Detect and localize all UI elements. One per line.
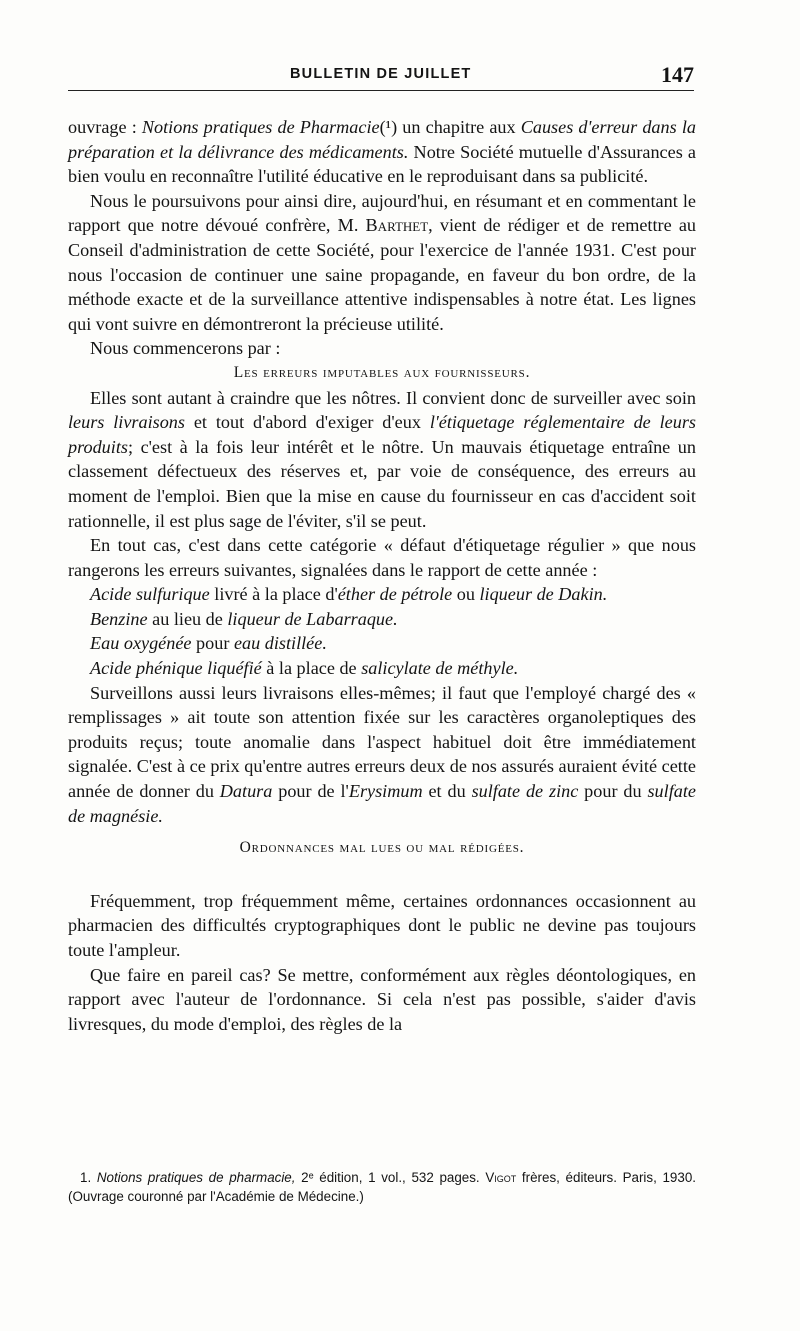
list-item	[68, 656, 696, 681]
text-span: pour de l'	[272, 781, 349, 802]
product-name: liqueur de Dakin.	[479, 584, 608, 605]
chapter-title: Causes d'erreur dans la préparation et la délivrance des médicaments.	[68, 117, 696, 162]
list-item	[68, 631, 696, 656]
text-span: livré à la place d'	[209, 584, 338, 605]
paragraph-surveillons	[68, 681, 696, 829]
text-span: ouvrage :	[68, 117, 142, 137]
text-span: et tout d'abord d'exiger d'eux	[184, 412, 430, 433]
section-heading-ordonnances: Ordonnances mal lues ou mal rédigées.	[239, 839, 525, 857]
paragraph-en-tout-cas: En tout cas, c'est dans cette catégorie « défaut d'étiquetage régulier » que nous rangerons les erreurs suivantes, signalées dans le rapport de cette année :	[68, 535, 696, 580]
text-span: Elles sont autant à craindre que les nôtres. Il convient donc de surveiller avec soin	[90, 387, 696, 408]
author-name: Barthet	[365, 215, 429, 236]
paragraph-nos-erreurs	[68, 386, 696, 534]
text-span: à la place de	[261, 658, 362, 679]
text-span: ou	[452, 584, 480, 605]
footnote-number: 1.	[80, 1170, 97, 1185]
product-name: salicylate de méthyle.	[361, 658, 519, 679]
header-rule	[68, 90, 694, 91]
product-name: éther de pétrole	[337, 584, 453, 605]
body-text	[68, 115, 696, 1036]
running-head	[68, 62, 694, 87]
text-span: Surveillons aussi leurs livraisons elles-mêmes; il faut que l'employé chargé des « remplissages » ait toute son attention fixée sur les caractères organoleptiques des produits reçus; toute anomalie dans l'aspect habituel doit être immédiatement signalée. C'est à ce prix qu'entre autres erreurs deux de nos assurés auraient évité cette année de donner du	[68, 682, 696, 802]
list-item	[68, 607, 696, 632]
running-title: BULLETIN DE JUILLET	[290, 66, 472, 82]
paragraph-poursuivons	[68, 189, 696, 337]
product-name: Eau oxygénée	[90, 633, 192, 654]
product-name: Acide phénique liquéfié	[90, 658, 262, 679]
emphasis: leurs livraisons	[68, 412, 185, 433]
page-number: 147	[661, 62, 694, 87]
list-item	[68, 582, 696, 607]
paragraph-que-faire: Que faire en pareil cas? Se mettre, conformément aux règles déontologiques, en rapport avec l'auteur de l'ordonnance. Si cela n'est pas possible, s'aider d'avis livresques, du mode d'emploi, des règles de la	[68, 964, 696, 1034]
footnote	[68, 1168, 696, 1206]
product-name: sulfate de zinc	[471, 781, 579, 802]
section-heading-fournisseurs: Les erreurs imputables aux fournisseurs.	[233, 363, 531, 381]
product-name: liqueur de Labarraque.	[227, 608, 398, 629]
footnote-text	[68, 1168, 696, 1206]
text-span: pour	[191, 633, 234, 654]
text-span: 2ᵉ édition, 1 vol., 532 pages.	[295, 1170, 486, 1185]
product-name: Benzine	[90, 608, 148, 629]
product-name: eau distillée.	[233, 633, 327, 654]
book-title: Notions pratiques de Pharmacie	[141, 117, 380, 137]
plant-name: Erysimum	[348, 781, 423, 802]
paragraph-commencerons: Nous commencerons par :	[90, 338, 281, 359]
footnote-book-title: Notions pratiques de pharmacie,	[96, 1170, 296, 1185]
text-span: et du	[422, 781, 472, 802]
text-span: Nous le poursuivons pour ainsi dire, aujourd'hui, en résumant et en commentant le rapport que notre dévoué confrère, M.	[68, 190, 696, 236]
text-span: Notre Société mutuelle d'Assurances a bien voulu en reconnaître l'utilité éducative en le reproduisant dans sa publicité.	[68, 141, 696, 187]
publisher-name: Vigot	[485, 1170, 517, 1185]
text-span: ; c'est à la fois leur intérêt et le nôtre. Un mauvais étiquetage entraîne un classement défectueux des réserves et, par voie de conséquence, des erreurs au moment de l'emploi. Bien que la mise en cause du fournisseur en cas d'accident soit rationnelle, il est plus sage de l'éviter, s'il se peut.	[68, 436, 696, 531]
text-span: pour du	[578, 781, 648, 802]
paragraph-intro	[68, 115, 696, 189]
product-name: sulfate de magnésie.	[68, 781, 696, 826]
emphasis: l'étiquetage réglementaire de leurs produits	[68, 412, 696, 457]
text-span: frères, éditeurs. Paris, 1930. (Ouvrage couronné par l'Académie de Médecine.)	[68, 1170, 696, 1204]
paragraph-frequemment: Fréquemment, trop fréquemment même, certaines ordonnances occasionnent au pharmacien des difficultés cryptographiques dont le public ne devine pas toujours toute l'ampleur.	[68, 890, 696, 960]
footnote-mark: (¹)	[379, 117, 398, 137]
text-span: , vient de rédiger et de remettre au Conseil d'administration de cette Société, pour l'exercice de l'année 1931. C'est pour nous l'occasion de continuer une saine propagande, en faveur du bon ordre, de la méthode exacte et de la surveillance attentive indispensables à notre état. Les lignes qui vont suivre en démontreront la précieuse utilité.	[68, 215, 696, 334]
text-span: un chapitre aux	[397, 117, 521, 137]
errors-list	[68, 582, 696, 680]
product-name: Acide sulfurique	[90, 584, 210, 605]
text-span: au lieu de	[147, 608, 228, 629]
plant-name: Datura	[219, 781, 273, 802]
